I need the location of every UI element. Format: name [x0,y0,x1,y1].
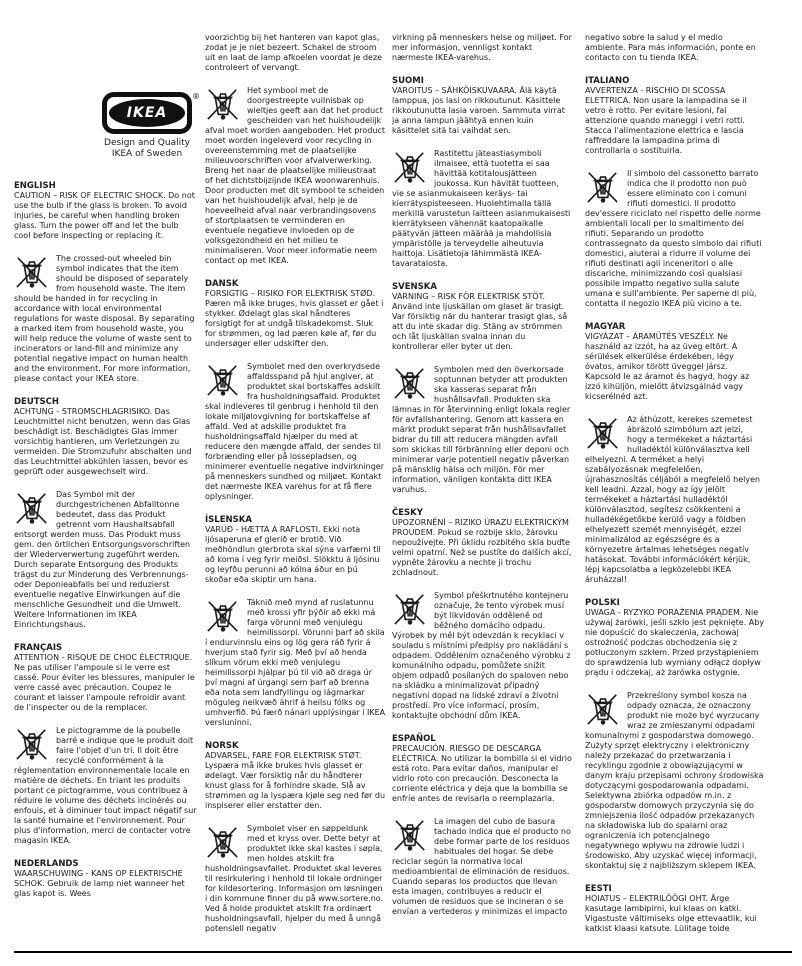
crossed-out-wheeled-bin-icon [205,825,241,859]
logo-tagline-line1: Design and Quality [104,138,190,148]
disposal-paragraph: Das Symbol mit der durchgestrichenen Abfalltonne bedeutet, dass das Produkt getrennt vom Haushaltsabfall entsorgt werden muss. Das Produkt muss gem. den örtlichen Entsorgungsvorschriften der Wiederverwertung zugeführt werden. Durch separate Entsorgung des Produkts trägst du zur Minderung des Verbrennungs- oder Deponieabfalls bei und reduzierst eventuelle negative Einwirkungen auf die menschliche Gesundheit und die Umwelt. Weitere Informationen im IKEA Einrichtungshaus. [14,490,191,629]
disposal-paragraph: Symbol přeškrtnutého kontejneru označuje, že tento výrobek musí být likvidován odděleně od běžného domácího odpadu. Výrobek by měl být odevzdán k recyklaci v souladu s místními předpisy pro nakládání s odpadem. Oddělením označeného výrobku z komunálního odpadu, pomůžete snížit objem odpadů posílaných do spaloven nebo na skládku a minimalizovat případný negativní dopad na lidské zdraví a životní prostředí. Pro více informací, prosím, kontaktujte obchodní dům IKEA. [392,591,571,720]
crossed-out-wheeled-bin-icon [205,87,241,121]
disposal-paragraph: Przekreślony symbol kosza na odpady oznacza, że oznaczony produkt nie może być wyrzucany wraz ze zmieszanymi odpadami komunalnymi z gospodarstwa domowego. Zużyty sprzęt elektryczny i elektroniczny należy przekazać do przetwarzania i recyklingu zgodnie z obowiązującymi w danym kraju przepisami ochrony środowiska dotyczącymi gospodarowania odpadami. Selektywna zbiórka odpadów m.in. z gospodarstw domowych przyczynia się do zmniejszenia ilość odpadów przekazanych na składowiska lub do spalarni oraz ograniczenia ich potencjalnego negatywnego wpływu na zdrowie ludzi i środowisko. Aby uzyskać więcej informacji, skontaktuj się z najbliższym sklepem IKEA. [585,691,764,870]
crossed-out-wheeled-bin-icon [392,818,428,852]
section-heading-polski: POLSKI [585,598,620,608]
disposal-paragraph: Le pictogramme de la poubelle barré e indique que le produit doit faire l'objet d'un tri. Il doit être recyclé conformément à la réglementation environnementale locale en matière de déchets. En triant les produits portant ce pictogramme, vous contribuez à réduire le volume des déchets incinérés ou enfouis, et à diminuer tout impact négatif sur la santé humaine et l'environnement. Pour plus d'information, merci de contacter votre magasin IKEA. [14,726,197,845]
registered-trademark-icon: ® [192,92,200,101]
warning-paragraph: virkning på menneskers helse og miljøet. For mer informasjon, vennligst kontakt nærmeste IKEA-varehus. [392,33,572,62]
column-2-blocks [205,33,386,934]
ikea-logo-ellipse [109,99,185,127]
section-heading-suomi: SUOMI [392,76,424,86]
crossed-out-wheeled-bin-icon [392,366,428,400]
bottom-divider-line [14,951,792,953]
crossed-out-wheeled-bin-icon [585,170,621,204]
disposal-paragraph: Symbolen med den överkorsade soptunnan betyder att produkten ska kasseras separat från hushållsavfall. Produkten ska lämnas in för återvinning enligt lokala regler för avfallshantering. Genom att kassera en märkt produkt separat från hushållsavfallet bidrar du till att reducera mängden avfall som skickas till förbränning eller deponi och minimerar varje potentiell negativ påverkan på mänsklig hälsa och miljön. För mer information, vänligen kontakta ditt IKEA varuhus. [392,365,571,494]
disposal-paragraph: Symbolet med den overkrydsede affaldsspand på hjul angiver, at produktet skal bortskaffes adskilt fra husholdningsaffald. Produktet skal indleveres til genbrug i henhold til den lokale miljølovgivning for bortskaffelse af affald. Ved at adskille produktet fra husholdningsaffald hjælper du med at reducere den mængde affald, der sendes til forbrænding eller på lossepladsen, og minimerer eventuelle negative indvirkninger på menneskers sundhed og miljøet. Kontakt det nærmeste IKEA varehus for at få flere oplysninger. [205,362,385,501]
crossed-out-wheeled-bin-icon [392,150,428,184]
section-heading-deutsch: DEUTSCH [14,397,60,407]
disposal-paragraph: La imagen del cubo de basura tachado indica que el producto no debe formar parte de los residuos habituales del hogar. Se debe reciclar según la normativa local medioambiental de eliminación de residuos. Cuando separas los productos que llevan esta imagen, contribuyes a reducir el volumen de residuos que se incineran o se envían a vertederos y minimizas el impacto [392,817,571,916]
warning-paragraph: UPOZORNĚNÍ – RIZIKO ÚRAZU ELEKTRICKÝM PROUDEM. Pokud se rozbije sklo, žárovku nepoužívejte. Při úklidu rozbitého skla buďte velmi opatrní. Než se pustíte do dalších akcí, vypněte žárovku a nechte ji trochu zchladnout. [392,518,572,577]
warning-paragraph: UWAGA - RYZYKO PORAŻENIA PRĄDEM. Nie używaj żarówki, jeśli szkło jest pęknięte. Aby nie dopuścić do skaleczenia, zachowaj ostrożność podczas obchodzenia się z potłuczonym szkłem. Przed przystąpieniem do sprawdzenia lub wymiany odłącz dopływ prądu i odczekaj, aż żarówka ostygnie. [585,608,765,677]
disposal-paragraph: Az áthúzott, kerekes szemetest ábrázoló szimbólum azt jelzi, hogy a termékeket a háztartási hulladéktól különválasztva kell elhelyezni. A terméket a helyi szabályozásnak megfelelően, újrahasznosítás céljából a megfelelő helyen kell leadni. Azzal, hogy az így jelölt termékeket a háztartási hulladéktól különválasztod, segítesz csökkenteni a hulladékégetőkbe kerülő vagy a földben elhelyezett szemét mennyiségét, ezzel minimalizálod az egészségre és a környezetre ártalmas lehetséges negatív hatásokat. További információkért kérjük, lépj kapcsolatba a legközelebbi IKEA áruházzal! [585,415,761,584]
section-heading-svenska: SVENSKA [392,282,437,292]
warning-paragraph: VAROITUS – SÄHKÖISKUVAARA. Älä käytä lamppua, jos lasi on rikkoutunut. Käsittele rikkoutunutta lasia varoen. Sammuta virrat ja anna lampun jäähtyä ennen kuin käsittelet sitä tai vaihdat sen. [392,86,565,135]
crossed-out-wheeled-bin-icon [14,255,50,289]
warning-paragraph: negativo sobre la salud y el medio ambiente. Para más información, ponte en contacto con tu tienda IKEA. [585,33,756,62]
column-2 [205,12,386,947]
crossed-out-wheeled-bin-icon [392,592,428,626]
warning-paragraph: CAUTION – RISK OF ELECTRIC SHOCK. Do not use the bulb if the glass is broken. To avoid injuries, be careful when handling broken glass. Turn the power off and let the bulb cool before inspecting or replacing it. [14,191,195,240]
warning-paragraph: ADVARSEL, FARE FOR ELEKTRISK STØT. Lyspæra må ikke brukes hvis glasset er ødelagt. Vær forsiktig når du håndterer knust glass for å forhindre skade. Slå av strømmen og la lyspæra kjøle seg ned før du inspiserer eller erstatter den. [205,751,386,810]
section-heading-magyar: MAGYAR [585,322,626,332]
column-3 [392,12,572,930]
warning-paragraph: ACHTUNG - STROMSCHLAGRISIKO. Das Leuchtmittel nicht benutzen, wenn das Glas beschädigt ist. Beschädigtes Glas immer vorsichtig hantieren, um Verletzungen zu vermeiden. Die Stromzufuhr abschalten und das Leuchtmittel abkühlen lassen, bevor es geprüft oder ausgewechselt wird. [14,407,192,476]
crossed-out-wheeled-bin-icon [14,727,50,761]
warning-paragraph: VIGYÁZAT – ÁRAMÜTÉS VESZÉLY. Ne használd az izzót, ha az üveg eltört. A sérülések elkerülése érdekében, légy óvatos, amikor törött üveggel jársz. Kapcsold le az áramot és hagyd, hogy az izzó kihüljön, mielőtt átvizsgálnád vagy kicserélnéd azt. [585,332,750,401]
warning-paragraph: voorzichtig bij het hanteren van kapot glas, zodat je je niet bezeert. Schakel de stroom uit en laat de lamp afkoelen voordat je deze controleert of vervangt. [205,33,383,72]
column-1-blocks [14,181,197,899]
section-heading-francais: FRANÇAIS [14,643,63,653]
disposal-paragraph: Het symbool met de doorgestreepte vuilnisbak op wieltjes geeft aan dat het product gescheiden van het huishoudelijk afval moet worden aangeboden. Het product moet worden ingeleverd voor recycling in overeenstemming met de plaatselijke milieuvoorschriften voor afvalverwerking. Breng het naar de plaatselijke milieustraat of het dichtstbijzijnde IKEA woonwarenhuis. Door producten met dit symbool te scheiden van het huishoudelijk afval, help je de hoeveelheid afval naar verbrandingsovens of stortplaatsen te verminderen en eventuele negatieve invloeden op de volksgezondheid en het milieu te minimaliseren. Voor meer informatie neem contact op met IKEA. [205,86,385,265]
warning-paragraph: HOIATUS – ELEKTRILÖÖGI OHT. Ärge kasutage lambipirni, kui klaas on katki. Vigastuste vältimiseks olge ettevaatlik, kui katkist klaasi katsute. Lülitage toide [585,894,757,933]
section-heading-islenska: ÍSLENSKA [205,515,252,525]
ikea-logo-box [102,92,200,134]
warning-paragraph: AVVERTENZA - RISCHIO DI SCOSSA ELETTRICA. Non usare la lampadina se il vetro è rotto. Per evitare lesioni, fai attenzione quando maneggi i vetri rotti. Stacca l'alimentazione elettrica e lascia raffreddare la lampadina prima di controllarla o sostituirla. [585,86,747,155]
column-3-blocks [392,33,572,917]
ikea-logo [99,92,200,160]
disposal-paragraph: Il simbolo del cassonetto barrato indica che il prodotto non può essere eliminato con i comuni rifiuti domestici. Il prodotto dev'essere riciclato nel rispetto delle norme ambientali locali per lo smaltimento dei rifiuti. Separando un prodotto contrassegnato da questo simbolo dai rifiuti domestici, aiuterai a ridurre il volume dei rifiuti destinati agli inceneritori o alle discariche, minimizzando così qualsiasi possibile impatto negativo sulla salute umana e sull'ambiente. Per saperne di più, contatta il negozio IKEA più vicino a te. [585,169,762,308]
logo-tagline-line2: IKEA of Sweden [111,149,183,159]
crossed-out-wheeled-bin-icon [585,416,621,450]
crossed-out-wheeled-bin-icon [14,491,50,525]
section-heading-norsk: NORSK [205,741,239,751]
disposal-paragraph: The crossed-out wheeled bin symbol indicates that the item should be disposed of separately from household waste. The item should be handed in for recycling in accordance with local environmental regulations for waste disposal. By separating a marked item from household waste, you will help reduce the volume of waste sent to incinerators or land-fill and minimize any potential negative impact on human health and the environment. For more information, please contact your IKEA store. [14,254,195,383]
disposal-paragraph: Rastitettu jäteastiasymboli ilmaisee, että tuotetta ei saa hävittää kotitalousjätteen joukossa. Kun hävität tuotteen, vie se asianmukaiseen keräys- tai kierrätyspisteeseen. Huolehtimalla tällä merkillä varustetun laitteen asianmukaisesti kierrätykseen vähennät kaatopaikalle päätyvän jätteen määrää ja mahdollisia ympäristölle ja terveydelle aiheutuvia haittoja. Lisätietoja lähimmästä IKEA-tavaratalosta. [392,149,571,268]
warning-paragraph: FORSIGTIG – RISIKO FOR ELEKTRISK STØD. Pæren må ikke bruges, hvis glasset er gået i stykker. Ødelagt glas skal håndteres forsigtigt for at undgå tilskadekomst. Sluk for strømmen, og lad pæren køle af, før du undersøger eller udskifter den. [205,289,384,348]
crossed-out-wheeled-bin-icon [205,599,241,633]
section-heading-nederlands: NEDERLANDS [14,859,79,869]
column-4 [585,12,765,934]
warning-paragraph: VARNING – RISK FÖR ELEKTRISK STÖT. Använd inte ljuskällan om glaset är trasigt. Var försiktig när du hanterar trasigt glas, så att du inte skadar dig. Stäng av strömmen och låt ljuskällan svalna innan du kontrollerar eller byter ut den. [392,292,568,351]
crossed-out-wheeled-bin-icon [585,692,621,726]
warning-paragraph: VARÚÐ - HÆTTA Á RAFLOSTI. Ekki nota ljósaperuna ef glerið er brotið. Við meðhöndlun glerbrota skal sýna varfærni til að koma í veg fyrir meiðsl. Slökktu á ljósinu og leyfðu perunni að kólna áður en þú skoðar eða skiptir um hana. [205,525,381,584]
column-4-blocks [585,33,765,934]
section-heading-english: ENGLISH [14,181,56,191]
disposal-paragraph: Symbolet viser en søppeldunk med et kryss over. Dette betyr at produktet ikke skal kastes i søpla, men holdes atskilt fra husholdningsavfallet. Produktet skal leveres til resirkulering i henhold til lokale ordninger for kildesortering. Informasjon om løsningen i din kommune finner du på www.sortere.no. Ved å holde produktet atskilt fra ordinært husholdningsavfall, hjelper du med å unngå potensiell negativ [205,824,384,933]
section-heading-cesky: ČESKY [392,508,423,518]
warning-paragraph: ATTENTION - RISQUE DE CHOC ÉLECTRIQUE. Ne pas utiliser l'ampoule si le verre est cassé. Pour éviter les blessures, manipuler le verre cassé avec précaution. Coupez le courant et laisser l'ampoule refroidir avant de l'inspecter ou de la remplacer. [14,653,195,712]
section-heading-dansk: DANSK [205,279,239,289]
section-heading-espanol: ESPAÑOL [392,734,436,744]
ikea-logo-text: IKEA [126,105,168,121]
disposal-paragraph: Táknið með mynd af ruslatunnu með krossi yfir þýðir að ekki má farga vörunni með venjulegu heimilissorpi. Vörunni þarf að skila í endurvinnslu eins og lög gera ráð fyrir á hverjum stað fyrir sig. Með því að henda slíkum vörum ekki með venjulegu heimilissorpi hjálpar þú til við að draga úr því magni af úrgangi sem þarf að brenna eða nota sem landfyllingu og lágmarkar möguleg neikvæð áhrif á heilsu fólks og umhverfið. Þú færð nánari upplýsingar í IKEA versluninni. [205,598,386,727]
crossed-out-wheeled-bin-icon [205,363,241,397]
section-heading-italiano: ITALIANO [585,76,630,86]
warning-paragraph: PRECAUCIÓN. RIESGO DE DESCARGA ELÉCTRICA. No utilizar la bombilla si el vidrio está roto. Para evitar daños, manipular el vidrio roto con precaución. Desconecta la corriente eléctrica y deja que la bombilla se enfríe antes de revisarla o reemplazarla. [392,744,572,803]
section-heading-eesti: EESTI [585,884,612,894]
warning-paragraph: WAARSCHUWING - KANS OP ELEKTRISCHE SCHOK. Gebruik de lamp niet wanneer het glas kapot is. Wees [14,869,185,898]
column-1 [14,88,200,899]
